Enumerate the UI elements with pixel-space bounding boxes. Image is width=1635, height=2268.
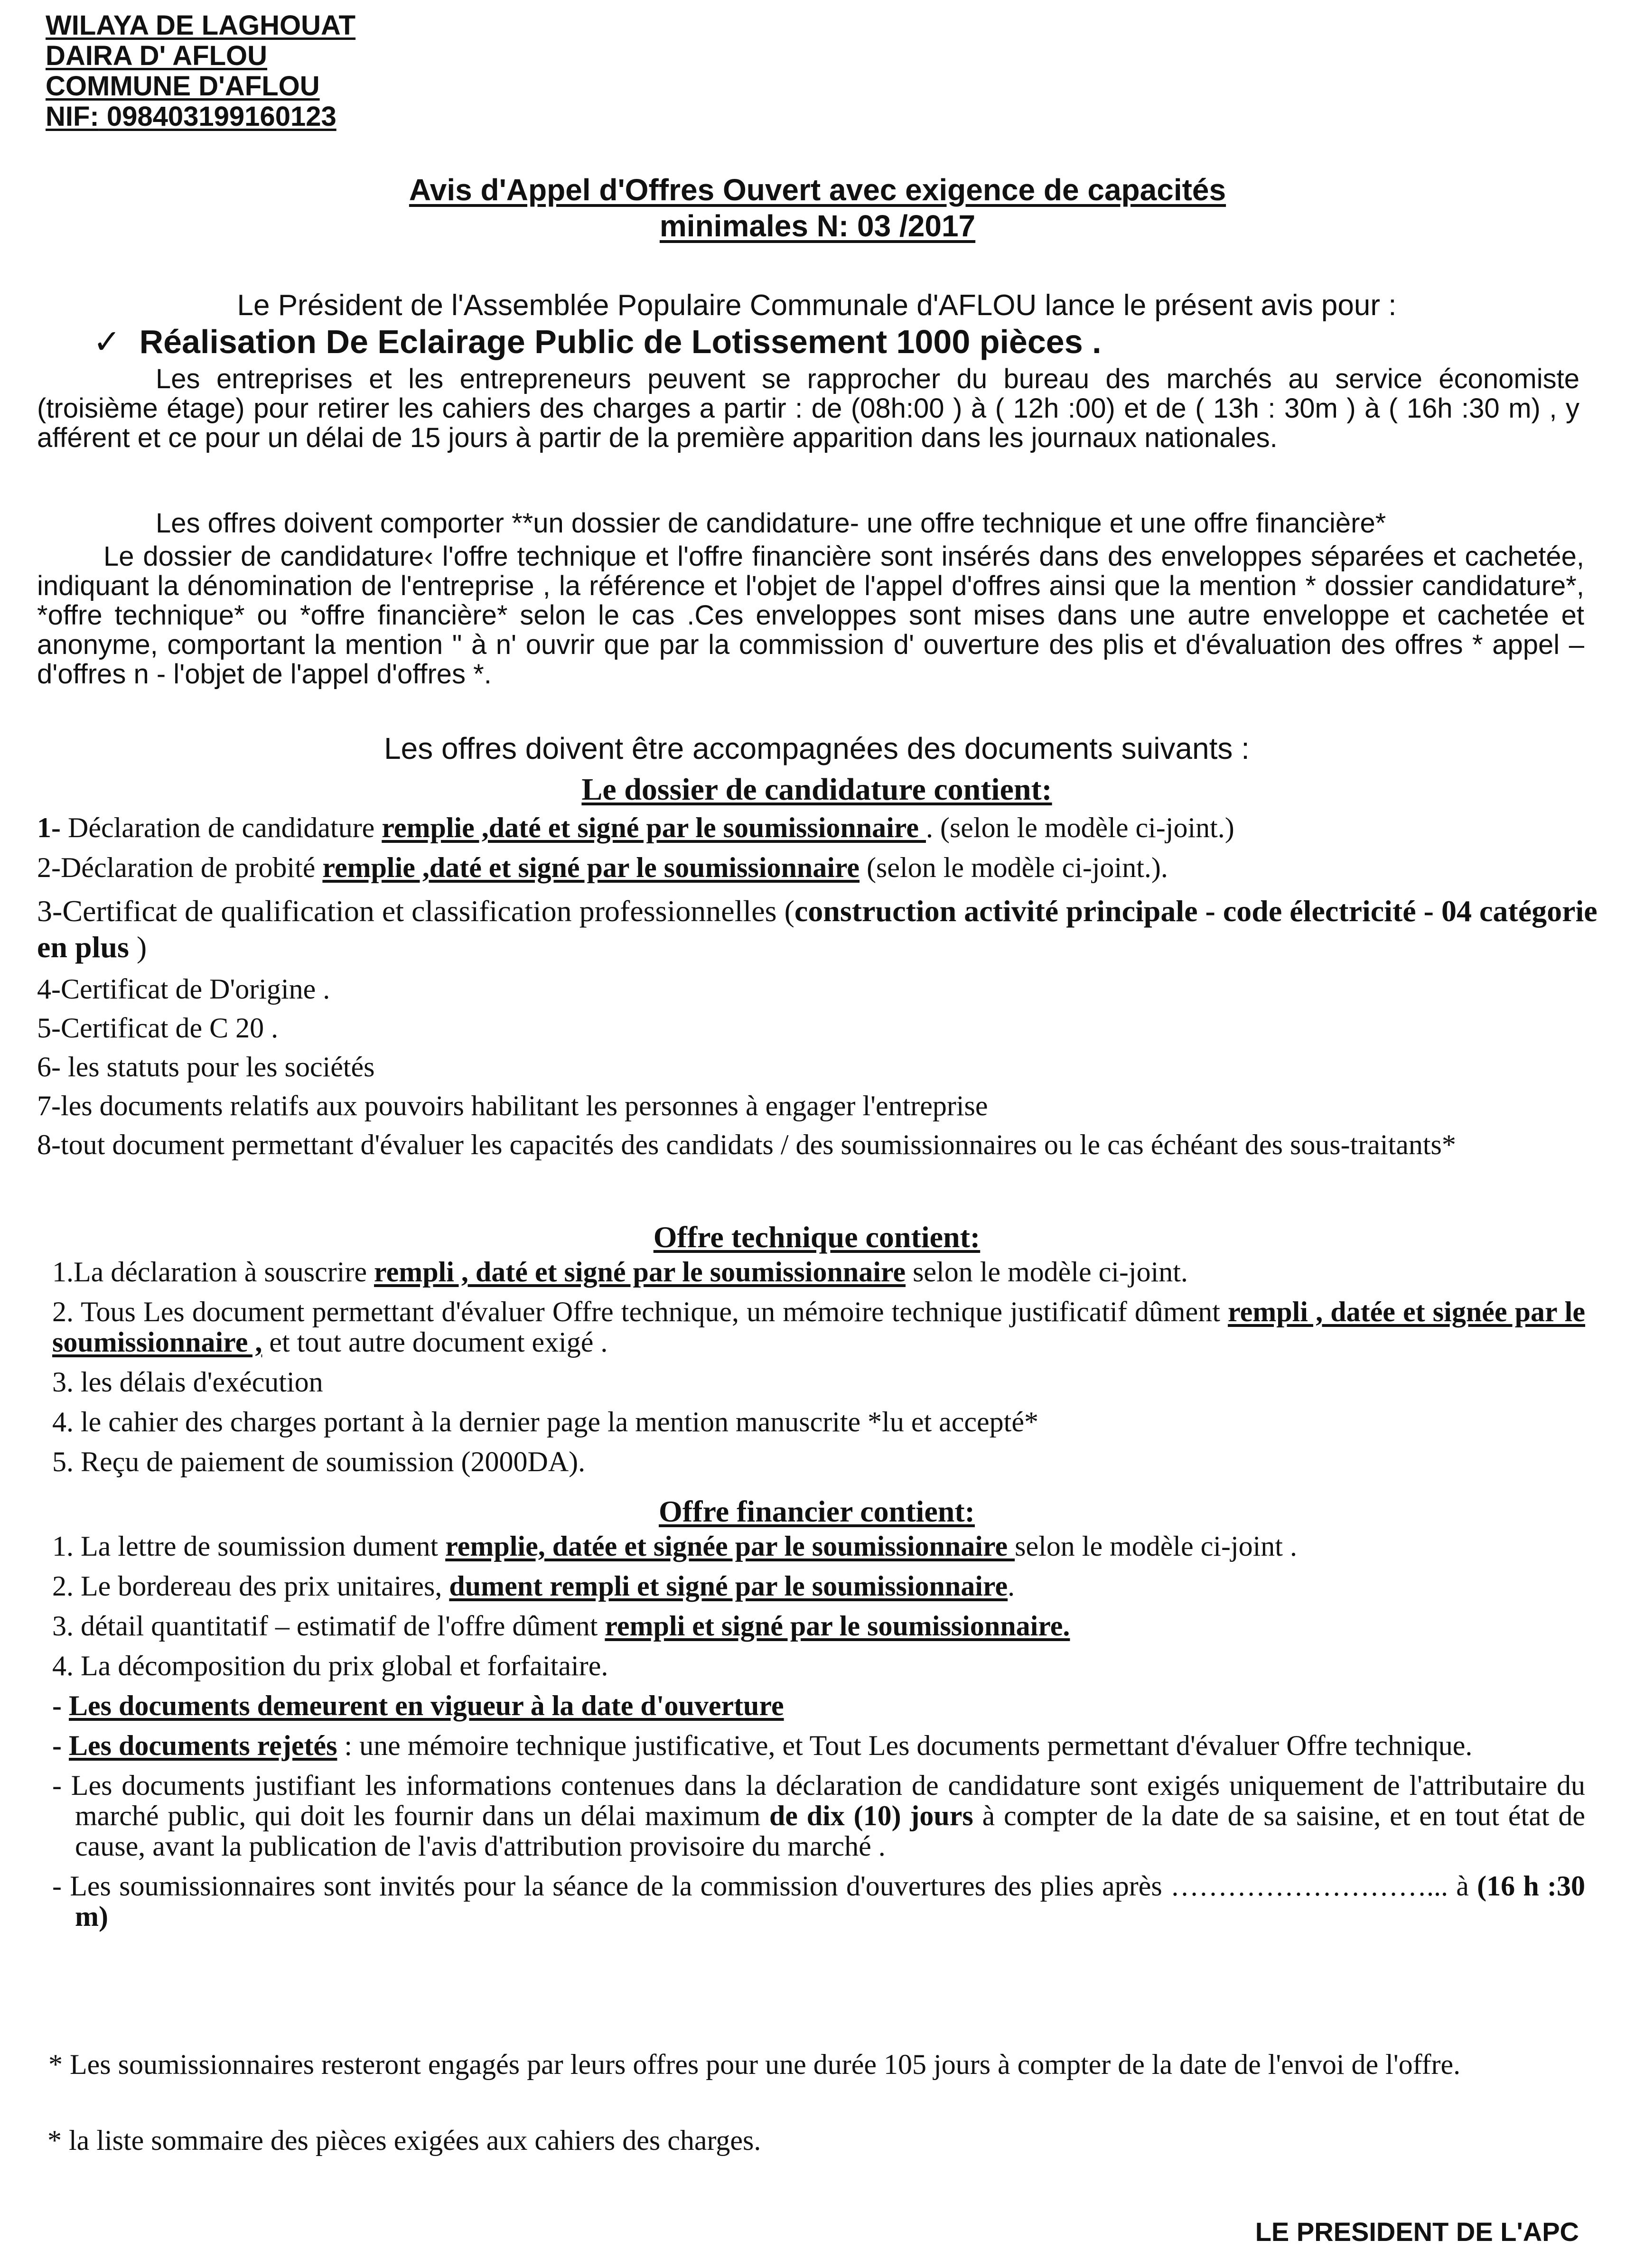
nif-label: NIF: <box>46 101 99 132</box>
project-object-text: Réalisation De Eclairage Public de Lotissement 1000 pièces . <box>139 323 1102 360</box>
wilaya-line: WILAYA DE LAGHOUAT <box>46 10 356 41</box>
financier-item-2: 2. Le bordereau des prix unitaires, dument rempli et signé par le soumissionnaire. <box>52 1570 1015 1602</box>
president-intro: Le Président de l'Assemblée Populaire Communale d'AFLOU lance le présent avis pour : <box>237 289 1397 322</box>
candidature-list <box>37 812 1598 1160</box>
daira-line: DAIRA D' AFLOU <box>46 40 268 71</box>
financier-item-3: 3. détail quantitatif – estimatif de l'offre dûment rempli et signé par le soumissionnaire. <box>52 1610 1070 1642</box>
candidature-item-6: 6- les statuts pour les sociétés <box>37 1051 375 1083</box>
checkmark-icon: ✓ <box>93 323 121 360</box>
candidature-item-3: 3-Certificat de qualification et classification professionnelles (construction activité principale - code électricité - 04 catégorie en plus ) <box>37 894 1598 964</box>
star-note-pieces-list: * la liste sommaire des pièces exigées aux cahiers des charges. <box>47 2125 761 2156</box>
candidature-item-5: 5-Certificat de C 20 . <box>37 1012 279 1044</box>
commune-line: COMMUNE D'AFLOU <box>46 71 320 102</box>
technique-item-1: 1.La déclaration à souscrire rempli , daté et signé par le soumissionnaire selon le modèle ci-joint. <box>52 1256 1188 1288</box>
candidature-item-4: 4-Certificat de D'origine . <box>37 973 330 1005</box>
technique-item-3: 3. les délais d'exécution <box>52 1366 323 1398</box>
paragraph-envelopes: Le dossier de candidature‹ l'offre technique et l'offre financière sont insérés dans des enveloppes séparées et cachetée, indiquant la dénomination de l'entreprise , la référence et l'objet de l'appel d'offres ainsi que la mention * dossier candidature*, *offre technique* ou *offre financière* selon le cas .Ces enveloppes sont mises dans une autre enveloppe et cachetée et anonyme, comportant la mention " à n' ouvrir que par la commission d' ouverture des plis et d'évaluation des offres * appel – d'offres n - l'objet de l'appel d'offres *. <box>37 541 1584 690</box>
financier-note-justification: - Les documents justifiant les informations contenues dans la déclaration de candidature sont exigés uniquement de l'attributaire du marché public, qui doit les fournir dans un délai maximum de dix (10) jours à compter de la date de sa saisine, et en tout état de cause, avant la publication de l'avis d'attribution provisoire du marché . <box>52 1770 1585 1862</box>
candidature-item-7: 7-les documents relatifs aux pouvoirs habilitant les personnes à engager l'entreprise <box>37 1090 988 1121</box>
financier-item-4: 4. La décomposition du prix global et forfaitaire. <box>52 1650 608 1681</box>
technique-list <box>52 1257 1585 1477</box>
administrative-header <box>46 10 355 132</box>
candidature-item-8: 8-tout document permettant d'évaluer les capacités des candidats / des soumissionnaires ou le cas échéant des sous-traitants* <box>37 1129 1456 1160</box>
paragraph-offers-content: Les offres doivent comporter **un dossier de candidature- une offre technique et une offre financière* <box>156 508 1386 539</box>
paragraph-withdrawal: Les entreprises et les entrepreneurs peuvent se rapprocher du bureau des marchés au service économiste (troisième étage) pour retirer les cahiers des charges a partir : de (08h:00 ) à ( 12h :00) et de ( 13h : 30m ) à ( 16h :30 m) , y afférent et ce pour un délai de 15 jours à partir de la première apparition dans les journaux nationales. <box>37 364 1579 453</box>
star-note-engagement: * Les soumissionnaires resteront engagés par leurs offres pour une durée 105 jours à compter de la date de l'envoi de l'offre. <box>48 2049 1461 2080</box>
technique-item-4: 4. le cahier des charges portant à la dernier page la mention manuscrite *lu et accepté* <box>52 1406 1038 1437</box>
technique-item-2: 2. Tous Les document permettant d'évaluer Offre technique, un mémoire technique justificatif dûment rempli , datée et signée par le soumissionnaire , et tout autre document exigé . <box>52 1296 1585 1358</box>
financier-note-validity: - Les documents demeurent en vigueur à la date d'ouverture <box>52 1690 784 1721</box>
project-object <box>93 323 1588 361</box>
nif-line <box>46 102 355 132</box>
nif-value: 098403199160123 <box>99 101 336 132</box>
signature-block: LE PRESIDENT DE L'APC <box>1255 2217 1579 2247</box>
financier-note-rejected: - Les documents rejetés : une mémoire technique justificative, et Tout Les documents permettant d'évaluer Offre technique. <box>52 1730 1473 1761</box>
paragraph-documents-intro: Les offres doivent être accompagnées des documents suivants : <box>384 731 1250 765</box>
financier-list <box>52 1531 1585 1941</box>
title-line-1: Avis d'Appel d'Offres Ouvert avec exigence de capacités <box>409 173 1226 207</box>
candidature-item-1: 1- Déclaration de candidature remplie ,daté et signé par le soumissionnaire . (selon le modèle ci-joint.) <box>37 812 1234 843</box>
title-line-2: minimales N: 03 /2017 <box>659 209 976 243</box>
candidature-item-2: 2-Déclaration de probité remplie ,daté et signé par le soumissionnaire (selon le modèle ci-joint.). <box>37 852 1168 883</box>
technique-heading: Offre technique contient: <box>653 1220 981 1254</box>
financier-note-opening-session: - Les soumissionnaires sont invités pour la séance de la commission d'ouvertures des plies après ………………………... à (16 h :30 m) <box>52 1870 1586 1932</box>
candidature-heading: Le dossier de candidature contient: <box>581 772 1052 807</box>
financier-heading: Offre financier contient: <box>659 1494 975 1528</box>
technique-item-5: 5. Reçu de paiement de soumission (2000DA). <box>52 1446 586 1477</box>
notice-title <box>0 172 1635 244</box>
financier-item-1: 1. La lettre de soumission dument remplie, datée et signée par le soumissionnaire selon le modèle ci-joint . <box>52 1531 1297 1562</box>
